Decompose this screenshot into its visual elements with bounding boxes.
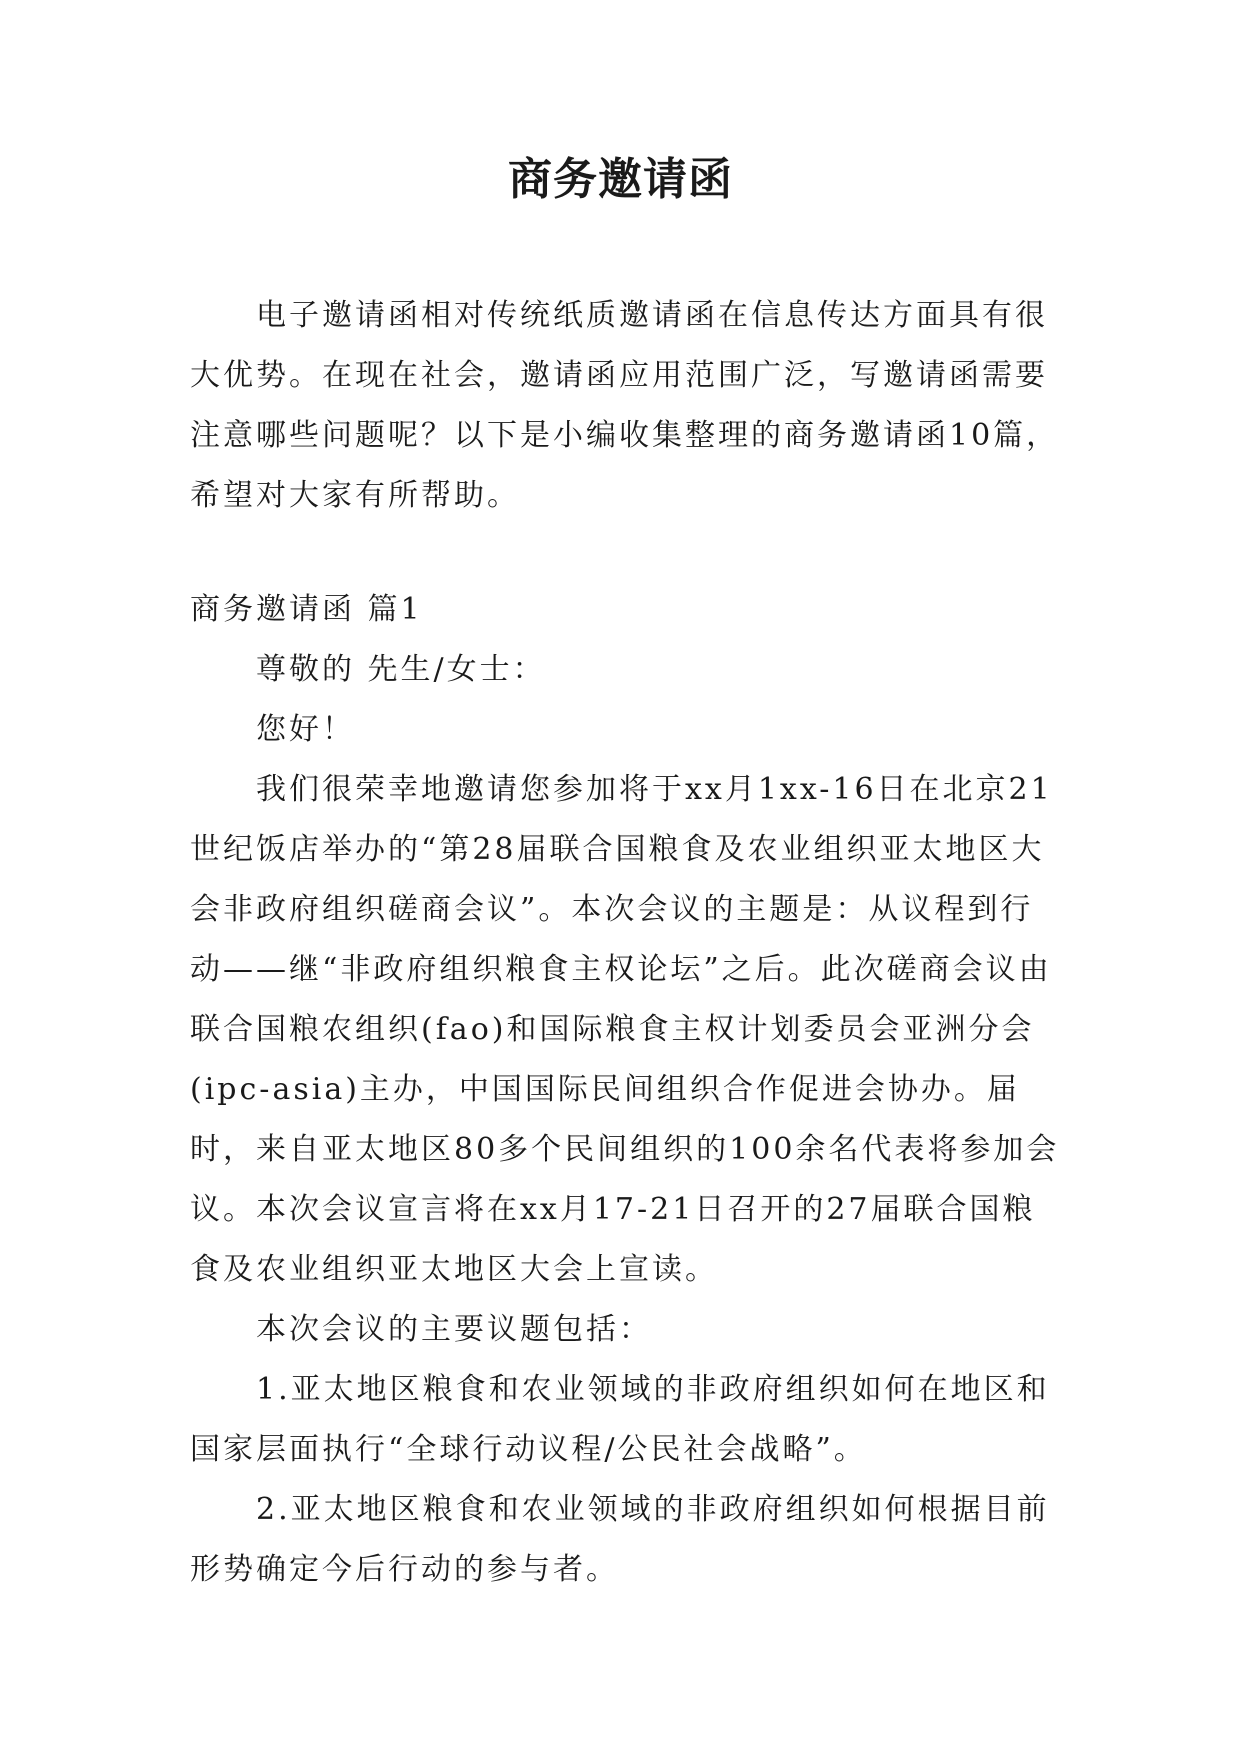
intro-block xyxy=(190,286,1060,526)
invitation-paragraph: 我们很荣幸地邀请您参加将于xx月1xx-16日在北京21世纪饭店举办的“第28届联合国粮食及农业组织亚太地区大会非政府组织磋商会议”。本次会议的主题是：从议程到行动——继“非政府组织粮食主权论坛”之后。此次磋商会议由联合国粮农组织(fao)和国际粮食主权计划委员会亚洲分会(ipc-asia)主办，中国国际民间组织合作促进会协办。届时，来自亚太地区80多个民间组织的100余名代表将参加会议。本次会议宣言将在xx月17-21日召开的27届联合国粮食及农业组织亚太地区大会上宣读。 xyxy=(190,772,1060,1287)
document-title: 商务邀请函 xyxy=(508,154,733,205)
greeting: 您好！ xyxy=(256,712,355,747)
intro-paragraph: 电子邀请函相对传统纸质邀请函在信息传达方面具有很大优势。在现在社会，邀请函应用范围广泛，写邀请函需要注意哪些问题呢？以下是小编收集整理的商务邀请函10篇，希望对大家有所帮助。 xyxy=(190,298,1060,513)
salutation: 尊敬的 先生/女士： xyxy=(256,652,546,687)
section-heading: 商务邀请函 篇1 xyxy=(190,592,423,627)
topic-item-1: 1.亚太地区粮食和农业领域的非政府组织如何在地区和国家层面执行“全球行动议程/公民社会战略”。 xyxy=(190,1372,1050,1467)
topics-intro: 本次会议的主要议题包括： xyxy=(256,1312,652,1347)
topic-item-2: 2.亚太地区粮食和农业领域的非政府组织如何根据目前形势确定今后行动的参与者。 xyxy=(190,1492,1050,1587)
letter-block xyxy=(190,580,1060,1600)
